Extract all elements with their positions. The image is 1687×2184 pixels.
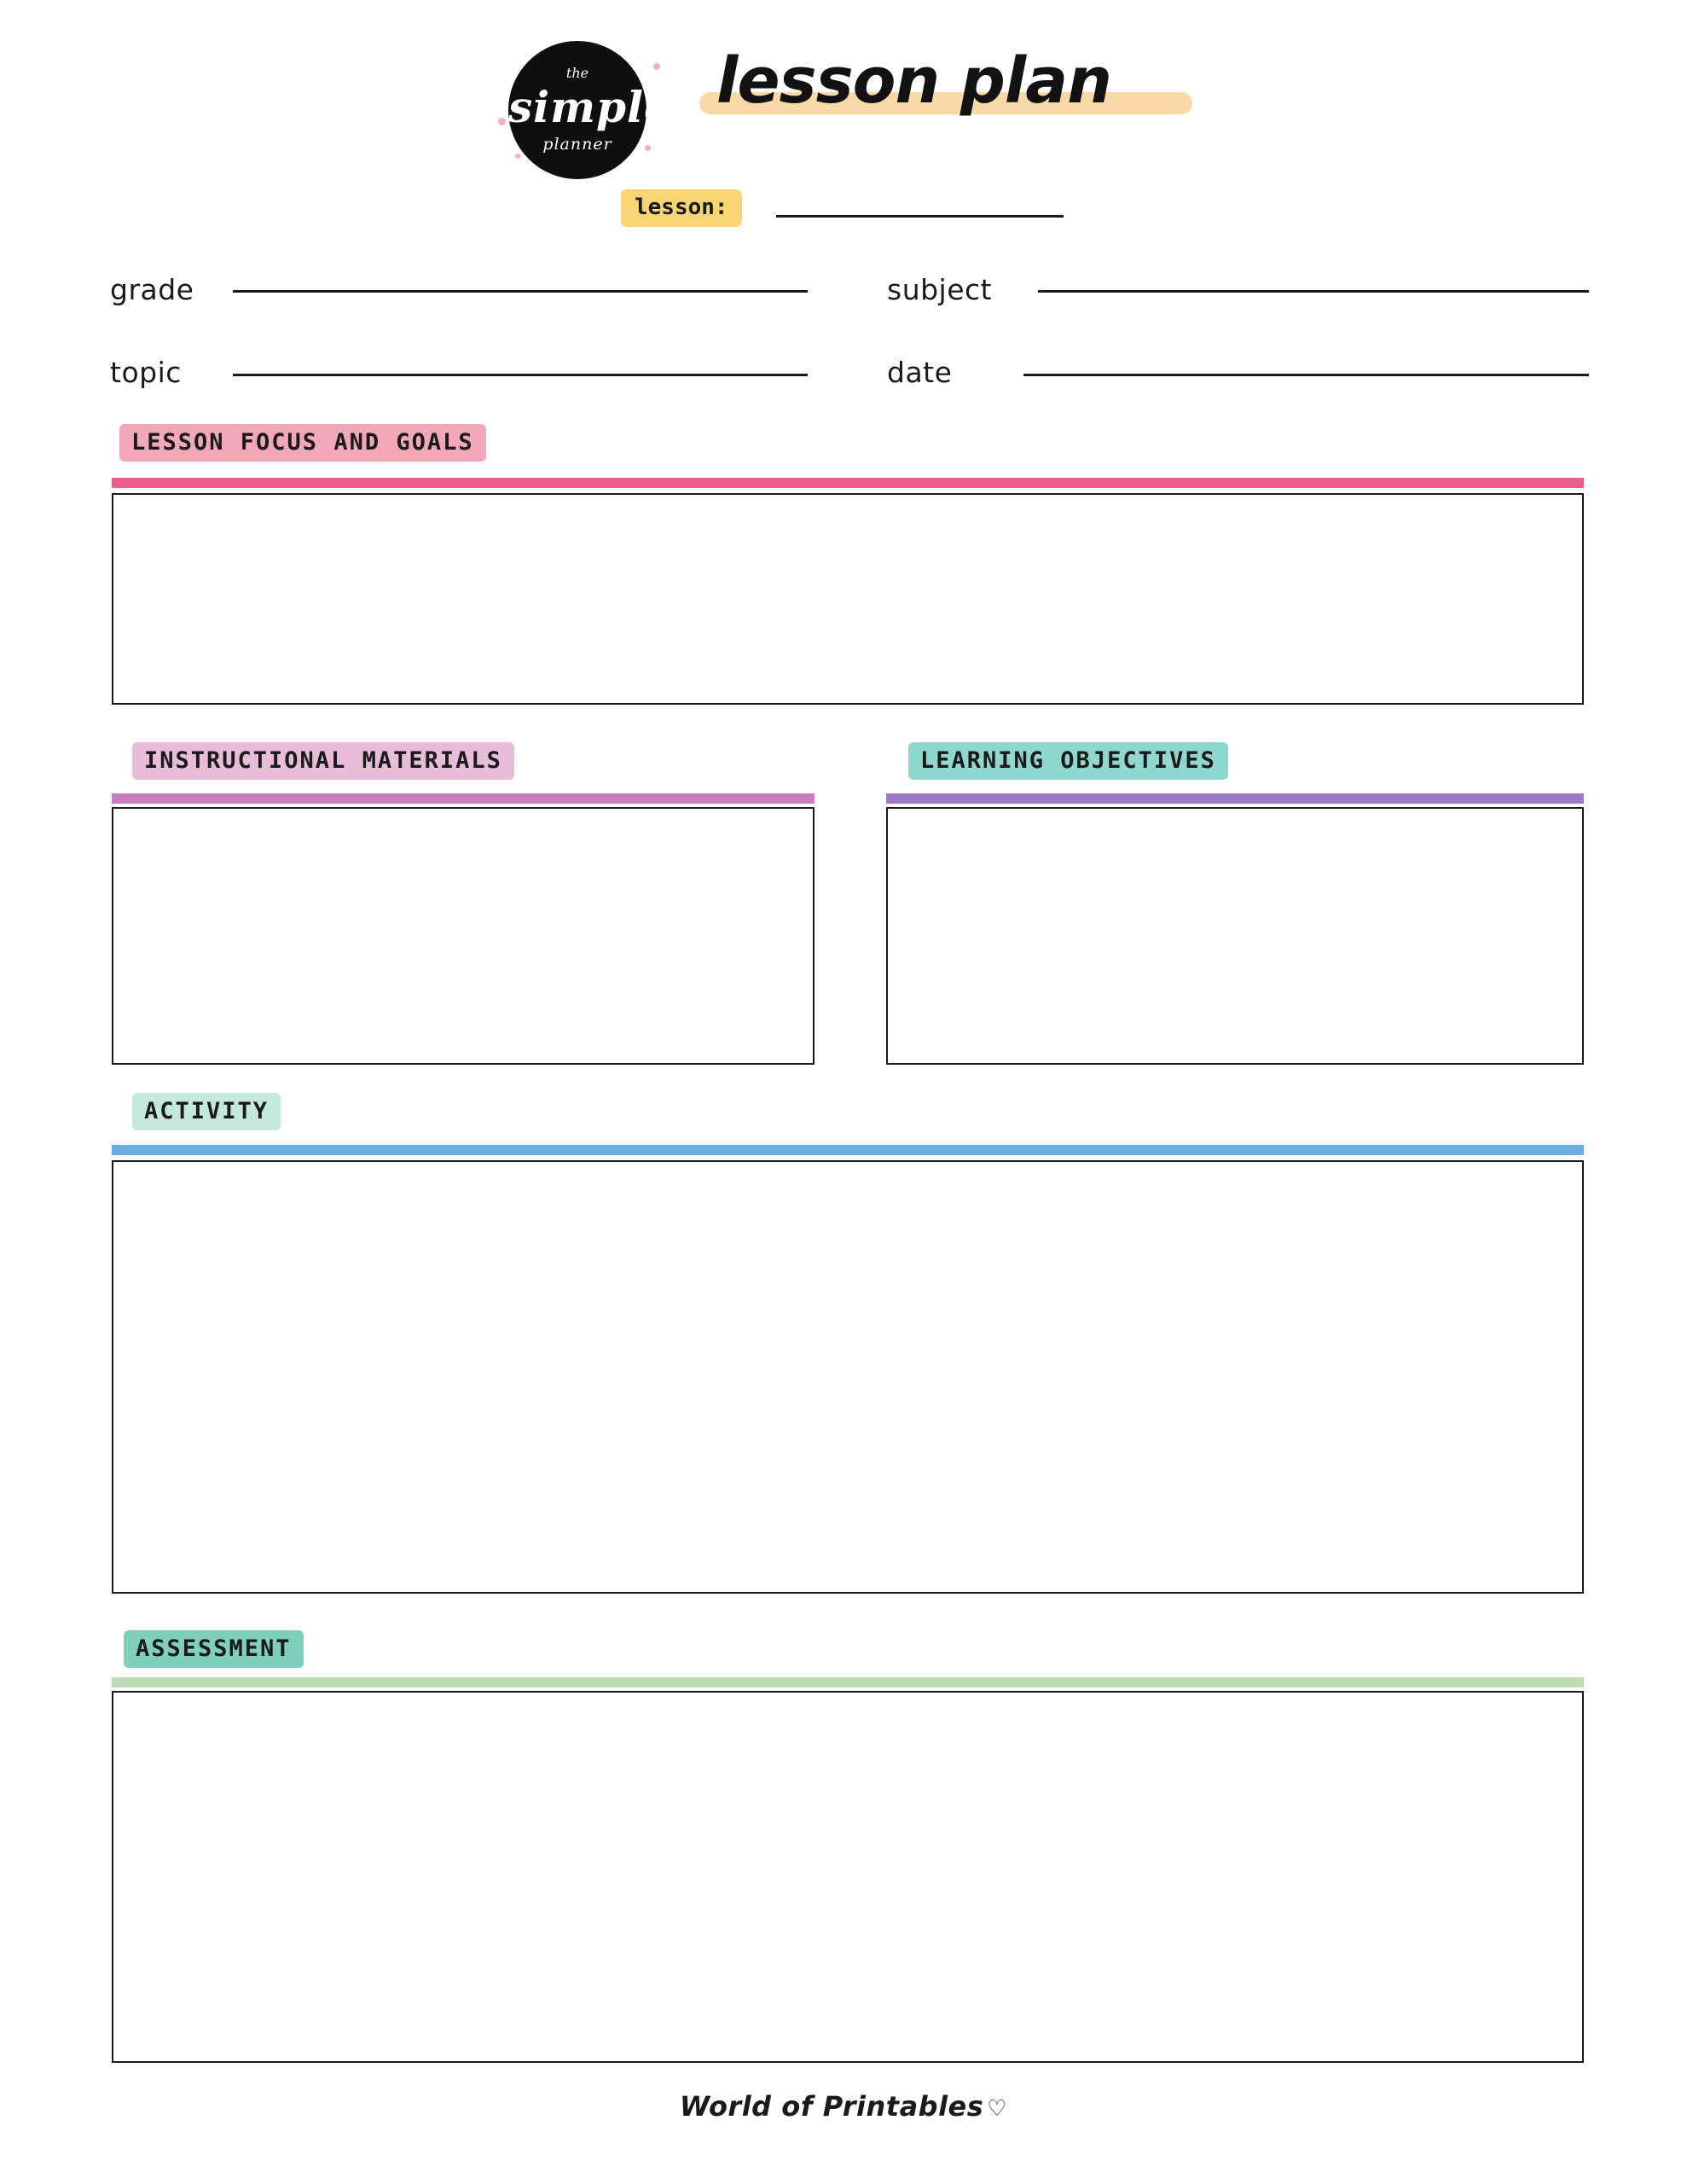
subject-label: subject [887, 273, 993, 306]
logo-dot-icon [515, 154, 520, 159]
subject-input-line[interactable] [1038, 290, 1589, 293]
page-footer [0, 2090, 1687, 2123]
date-label: date [887, 356, 953, 389]
section-accent-bar-lesson-focus-and-goals [112, 478, 1584, 488]
logo-text-the: the [565, 65, 589, 81]
logo-text-planner: planner [542, 135, 612, 154]
section-label-assessment: ASSESSMENT [124, 1630, 304, 1668]
section-accent-bar-instructional-materials [112, 793, 815, 804]
footer-text: World of Printables [679, 2090, 984, 2123]
page-header [0, 19, 1687, 181]
section-box-learning-objectives[interactable] [886, 807, 1584, 1065]
page-title: lesson plan [716, 44, 1111, 118]
heart-icon: ♡ [987, 2096, 1008, 2122]
lesson-input-line[interactable] [776, 215, 1064, 218]
section-label-activity: ACTIVITY [132, 1093, 281, 1130]
section-accent-bar-learning-objectives [886, 793, 1584, 804]
logo-dot-icon [498, 118, 506, 125]
brand-logo [493, 26, 676, 175]
topic-label: topic [110, 356, 182, 389]
grade-label: grade [110, 273, 194, 306]
lesson-label: lesson: [621, 189, 742, 227]
section-label-learning-objectives: LEARNING OBJECTIVES [908, 742, 1228, 780]
logo-dot-icon [653, 63, 660, 70]
section-box-assessment[interactable] [112, 1691, 1584, 2063]
section-box-instructional-materials[interactable] [112, 807, 815, 1065]
grade-input-line[interactable] [233, 290, 808, 293]
section-box-lesson-focus-and-goals[interactable] [112, 493, 1584, 705]
section-accent-bar-assessment [112, 1677, 1584, 1687]
logo-circle [508, 41, 672, 179]
topic-input-line[interactable] [233, 374, 808, 376]
date-input-line[interactable] [1023, 374, 1589, 376]
logo-text-simple: simple [508, 82, 672, 132]
section-accent-bar-activity [112, 1145, 1584, 1155]
section-label-instructional-materials: INSTRUCTIONAL MATERIALS [132, 742, 514, 780]
section-box-activity[interactable] [112, 1160, 1584, 1594]
section-label-lesson-focus-and-goals: LESSON FOCUS AND GOALS [119, 424, 486, 462]
